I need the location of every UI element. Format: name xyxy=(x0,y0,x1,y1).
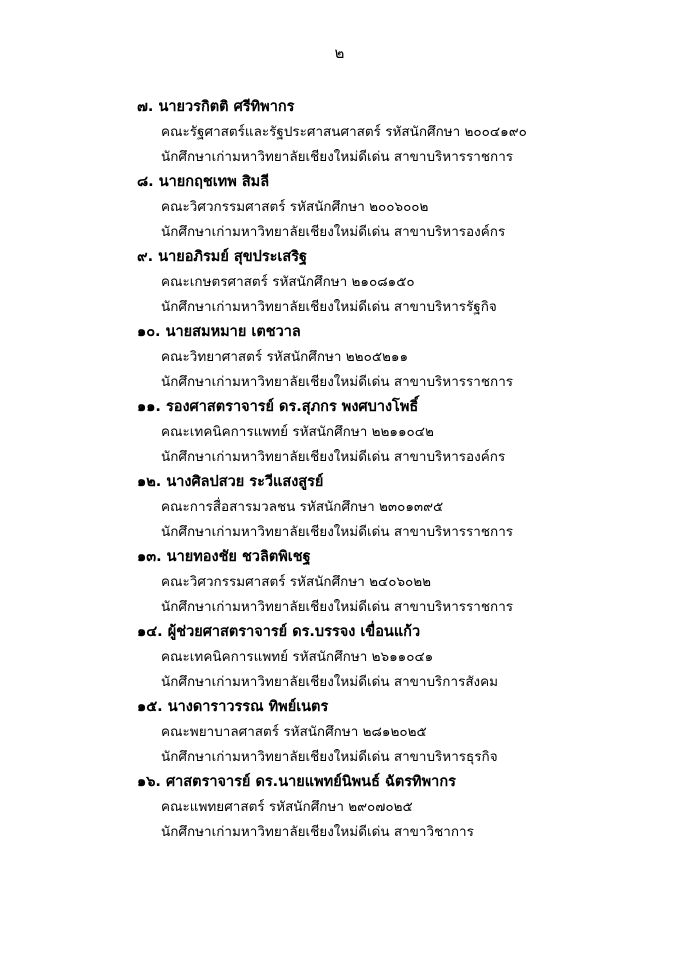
awardee-entry xyxy=(0,771,679,846)
awardee-award: นักศึกษาเก่ามหาวิทยาลัยเชียงใหม่ดีเด่น สาขาบริหารองค์กร xyxy=(161,449,506,465)
awardee-award: นักศึกษาเก่ามหาวิทยาลัยเชียงใหม่ดีเด่น สาขาบริหารรัฐกิจ xyxy=(161,299,497,315)
awardee-faculty: คณะวิทยาศาสตร์ รหัสนักศึกษา ๒๒๐๕๒๑๑ xyxy=(161,349,409,365)
awardee-award: นักศึกษาเก่ามหาวิทยาลัยเชียงใหม่ดีเด่น สาขาบริหารราชการ xyxy=(161,374,514,390)
awardee-award: นักศึกษาเก่ามหาวิทยาลัยเชียงใหม่ดีเด่น สาขาบริหารราชการ xyxy=(161,149,514,165)
awardee-name: ๑๖. ศาสตราจารย์ ดร.นายแพทย์นิพนธ์ ฉัตรทิพากร xyxy=(137,774,456,790)
awardee-award: นักศึกษาเก่ามหาวิทยาลัยเชียงใหม่ดีเด่น สาขาบริการสังคม xyxy=(161,674,499,690)
awardee-name: ๑๒. นางศิลปสวย ระวีแสงสูรย์ xyxy=(137,474,324,490)
awardee-faculty: คณะเกษตรศาสตร์ รหัสนักศึกษา ๒๑๐๘๑๕๐ xyxy=(161,274,415,290)
awardee-faculty: คณะพยาบาลศาสตร์ รหัสนักศึกษา ๒๘๑๒๐๒๕ xyxy=(161,724,427,740)
awardee-faculty: คณะวิศวกรรมศาสตร์ รหัสนักศึกษา ๒๐๐๖๐๐๒ xyxy=(161,199,429,215)
awardee-faculty: คณะแพทยศาสตร์ รหัสนักศึกษา ๒๙๐๗๐๒๕ xyxy=(161,799,413,815)
awardee-entry xyxy=(0,96,679,171)
awardee-entry xyxy=(0,621,679,696)
awardee-faculty: คณะเทคนิคการแพทย์ รหัสนักศึกษา ๒๒๑๑๐๔๒ xyxy=(161,424,434,440)
awardee-award: นักศึกษาเก่ามหาวิทยาลัยเชียงใหม่ดีเด่น สาขาบริหารราชการ xyxy=(161,524,514,540)
awardee-entry xyxy=(0,471,679,546)
awardee-name: ๑๐. นายสมหมาย เตชวาล xyxy=(137,324,301,340)
awardee-entry xyxy=(0,246,679,321)
awardee-award: นักศึกษาเก่ามหาวิทยาลัยเชียงใหม่ดีเด่น สาขาบริหารธุรกิจ xyxy=(161,749,498,765)
awardee-name: ๑๔. ผู้ช่วยศาสตราจารย์ ดร.บรรจง เขื่อนแก้ว xyxy=(137,624,421,640)
awardee-entry xyxy=(0,696,679,771)
awardee-name: ๑๕. นางดาราวรรณ ทิพย์เนตร xyxy=(137,699,329,715)
awardee-entry xyxy=(0,546,679,621)
awardee-name: ๙. นายอภิรมย์ สุขประเสริฐ xyxy=(137,249,308,265)
awardee-name: ๑๑. รองศาสตราจารย์ ดร.สุภกร พงศบางโพธิ์ xyxy=(137,399,419,415)
awardee-name: ๗. นายวรกิตติ ศรีทิพากร xyxy=(137,99,295,115)
page-number: ๒ xyxy=(334,44,345,62)
awardee-faculty: คณะรัฐศาสตร์และรัฐประศาสนศาสตร์ รหัสนักศึกษา ๒๐๐๔๑๙๐ xyxy=(161,124,527,140)
awardee-award: นักศึกษาเก่ามหาวิทยาลัยเชียงใหม่ดีเด่น สาขาวิชาการ xyxy=(161,824,474,840)
awardee-faculty: คณะวิศวกรรมศาสตร์ รหัสนักศึกษา ๒๔๐๖๐๒๒ xyxy=(161,574,432,590)
awardee-entry xyxy=(0,321,679,396)
awardee-entry xyxy=(0,171,679,246)
awardee-faculty: คณะการสื่อสารมวลชน รหัสนักศึกษา ๒๓๐๑๓๙๕ xyxy=(161,499,444,515)
awardee-faculty: คณะเทคนิคการแพทย์ รหัสนักศึกษา ๒๖๑๑๐๔๑ xyxy=(161,649,434,665)
awardee-award: นักศึกษาเก่ามหาวิทยาลัยเชียงใหม่ดีเด่น สาขาบริหารราชการ xyxy=(161,599,514,615)
awardee-name: ๘. นายกฤชเทพ สิมลี xyxy=(137,174,270,190)
awardee-list xyxy=(0,96,679,846)
awardee-award: นักศึกษาเก่ามหาวิทยาลัยเชียงใหม่ดีเด่น สาขาบริหารองค์กร xyxy=(161,224,506,240)
awardee-entry xyxy=(0,396,679,471)
awardee-name: ๑๓. นายทองชัย ชวลิตพิเชฐ xyxy=(137,549,311,565)
